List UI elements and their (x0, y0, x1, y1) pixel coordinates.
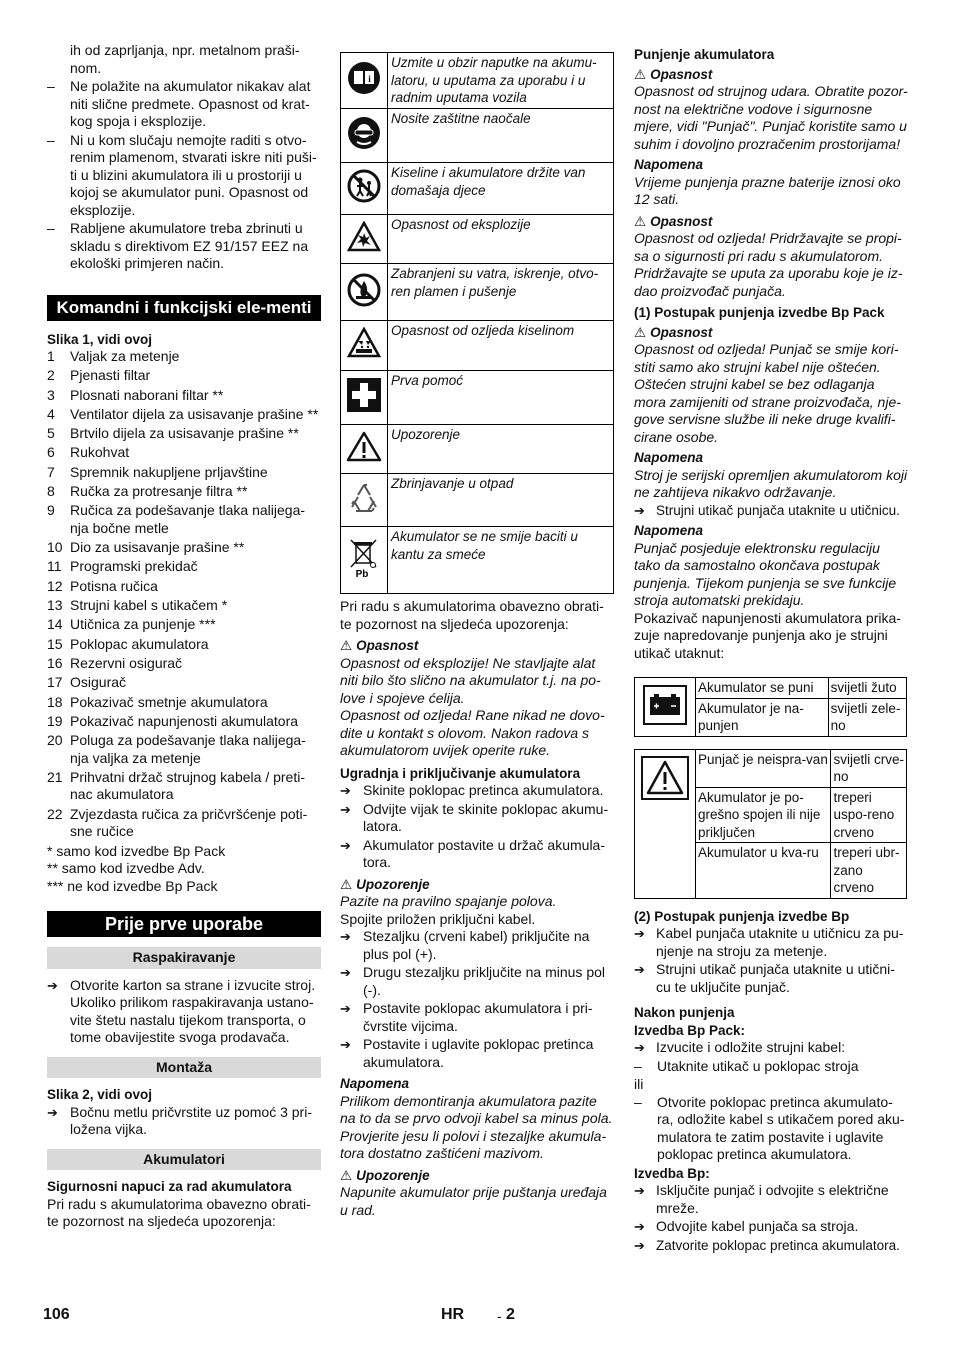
safety-text: Akumulator se ne smije baciti u kantu za smeće (388, 527, 614, 594)
item-number: 13 (47, 597, 63, 614)
list-item: – Rabljene akumulatore treba zbrinuti u skladu s direktivom EZ 91/157 EEZ na ekološki primjeren način. (47, 220, 321, 273)
list-item: – Ni u kom slučaju nemojte raditi s otvo-renim plamenom, stvarati iskre niti puši-ti u blizini akumulatora ili u prostoriji u kojoj se akumulator puni. Opasnost od eksplozije. (47, 132, 321, 220)
table-row (341, 264, 614, 321)
item-number: 3 (47, 386, 55, 403)
battery-icon (635, 678, 696, 737)
list-item (47, 806, 321, 841)
table-row (341, 371, 614, 425)
list-item (47, 464, 321, 482)
column-middle (340, 52, 614, 1219)
note-text: Punjač posjeduje elektronsku regulaciju tako da samostalno okončava postupak punjenja. Tijekom punjenja se sve funkcije stroja automatski prekidaju. (634, 539, 897, 608)
safety-intro: Pri radu s akumulatorima obavezno obrati-te pozornost na sljedeća upozorenja: (47, 1195, 311, 1230)
instruction-step: ➔ Stezaljku (crveni kabel) priključite na plus pol (+). (340, 928, 590, 962)
warning-icon: ⚠ (634, 213, 647, 229)
page-number: 106 (43, 1306, 70, 1323)
item-label: Ručka za protresanje filtra ** (70, 483, 248, 500)
footnote: *** ne kod izvedbe Bp Pack (47, 877, 218, 894)
charge-heading: Punjenje akumulatora (634, 47, 775, 62)
item-label: Pjenasti filtar (70, 367, 151, 384)
arrow-icon: ➔ (634, 962, 645, 977)
footnote: * samo kod izvedbe Bp Pack (47, 842, 226, 859)
list-item (47, 616, 321, 634)
item-number: 22 (47, 805, 63, 822)
table-row (635, 678, 907, 699)
item-number: 11 (47, 558, 62, 575)
item-label: Pokazivač napunjenosti akumulatora (70, 712, 299, 729)
footer-separator: - (497, 1308, 502, 1324)
warning-icon: ⚠ (340, 876, 353, 892)
item-label: Valjak za metenje (70, 348, 180, 364)
item-number: 17 (47, 674, 63, 691)
arrow-icon: ➔ (340, 929, 351, 944)
danger-heading: ⚠ Opasnost (634, 324, 713, 340)
column-right (634, 46, 908, 1255)
table-row (341, 215, 614, 264)
arrow-icon: ➔ (634, 1237, 645, 1253)
safety-heading: Sigurnosni napuci za rad akumulatora (47, 1179, 292, 1195)
language-code: HR (441, 1306, 465, 1323)
procedure-heading: (2) Postupak punjenja izvedbe Bp (634, 908, 850, 924)
item-label: Ventilator dijela za usisavanje prašine ** (70, 405, 319, 422)
item-label: Programski prekidač (70, 558, 198, 575)
pb-label: Pb (355, 568, 369, 579)
note-heading: Napomena (634, 523, 704, 538)
item-label: Brtvilo dijela za usisavanje prašine ** (70, 425, 299, 442)
after-heading: Nakon punjenja (634, 1005, 735, 1020)
warning-heading: ⚠ Upozorenje (340, 1167, 430, 1183)
instruction-step: ➔ Bočnu metlu pričvrstite uz pomoć 3 pri-ložena vijka. (47, 1103, 312, 1138)
instruction-step: ➔ Odvojite kabel punjača sa stroja. (634, 1218, 859, 1234)
item-number: 2 (47, 367, 55, 384)
section-heading-controls: Komandni i funkcijski ele-menti (47, 295, 321, 321)
procedure-heading: (1) Postupak punjenja izvedbe Bp Pack (634, 305, 885, 320)
warning-icon (341, 425, 388, 474)
arrow-icon: ➔ (634, 926, 645, 941)
item-label: Utičnica za punjenje *** (70, 616, 216, 633)
note-text: Stroj je serijski opremljen akumulatorom koji ne zahtijeva nikakvo održavanje. (634, 466, 908, 500)
instruction-step: ➔ Akumulator postavite u držač akumula-tora. (340, 836, 605, 870)
arrow-icon: ➔ (634, 1040, 645, 1055)
instruction-step: ➔ Strujni utikač punjača utaknite u utični-cu te uključite punjač. (634, 961, 895, 995)
table-row (341, 425, 614, 474)
arrow-icon: ➔ (634, 1183, 645, 1198)
arrow-icon: ➔ (47, 977, 58, 993)
warning-text: Napunite akumulator prije puštanja uređaja u rad. (340, 1184, 607, 1218)
recycle-icon (341, 474, 388, 527)
note-heading: Napomena (634, 450, 704, 465)
warning-icon: ⚠ (634, 66, 647, 82)
warning-icon: ⚠ (340, 1167, 353, 1183)
state-cell: Akumulator se puni (696, 678, 829, 699)
list-item (47, 674, 321, 692)
variant-heading: Izvedba Bp Pack: (634, 1022, 746, 1038)
list-item (47, 636, 321, 654)
safety-text: Nosite zaštitne naočale (388, 109, 614, 163)
subheading-assembly: Montaža (47, 1057, 321, 1079)
intro-continuation: ih od zaprljanja, npr. metalnom praši-nom. (70, 42, 300, 76)
item-number: 7 (47, 463, 55, 480)
list-item: – Utaknite utikač u poklopac stroja (634, 1058, 908, 1076)
instruction-step: ➔ Skinite poklopac pretinca akumulatora. (340, 782, 604, 798)
light-cell: treperi uspo-reno crveno (831, 787, 907, 843)
instruction-step: ➔ Postavite poklopac akumulatora i pri-čvrstite vijcima. (340, 1000, 593, 1034)
safety-text: Zbrinjavanje u otpad (388, 474, 614, 527)
arrow-icon: ➔ (340, 801, 351, 817)
table-row (341, 53, 614, 109)
list-item (47, 348, 321, 366)
arrow-icon: ➔ (47, 1104, 58, 1120)
list-item: – Otvorite poklopac pretinca akumulato-ra, odložite kabel s utikačem pored aku-mulatora te zatim postavite i uglavite poklopac pretinca akumulatora. (634, 1094, 908, 1164)
list-item (47, 578, 321, 596)
list-item (47, 444, 321, 462)
subheading-batteries: Akumulatori (47, 1149, 321, 1171)
light-cell: svijetli zele-no (828, 698, 906, 736)
safety-symbols-table (340, 52, 614, 594)
item-number: 21 (47, 768, 63, 785)
danger-text: Opasnost od strujnog udara. Obratite pozor-nost na električne vodove i sigurnosne mjere, vidi "Punjač". Punjač koristite samo u suhim i dovoljno prozračenim prostorijama! (634, 83, 908, 152)
item-label: Rezervni osigurač (70, 654, 183, 671)
danger-text: Opasnost od ozljeda! Punjač se smije kori-stiti samo ako strujni kabel nije oštećen. Oštećen strujni kabel se bez odlaganja mora zamijeniti od strane proizvođača, nje-gove servisne službe ili neke druge kvalifi-cirane osobe. (634, 341, 901, 445)
light-cell: svijetli žuto (828, 678, 906, 699)
table-row (341, 163, 614, 215)
table-row (341, 527, 614, 594)
light-cell: treperi ubr-zano crveno (831, 843, 907, 899)
warning-icon: ⚠ (340, 638, 353, 653)
light-cell: svijetli crve-no (831, 749, 907, 787)
arrow-icon: ➔ (340, 965, 351, 980)
item-number: 12 (47, 577, 63, 594)
table-row (341, 474, 614, 527)
item-label: Dio za usisavanje prašine ** (70, 539, 245, 556)
list-item (47, 732, 321, 767)
instruction-step: ➔ Kabel punjača utaknite u utičnicu za pu-njenje na stroju za metenje. (634, 925, 904, 959)
arrow-icon: ➔ (340, 1001, 351, 1016)
item-label: Pokazivač smetnje akumulatora (70, 693, 268, 710)
item-number: 14 (47, 616, 63, 633)
danger-heading: ⚠ Opasnost (634, 66, 713, 82)
safety-text: Opasnost od eksplozije (388, 215, 614, 264)
list-item (47, 713, 321, 731)
item-number: 5 (47, 425, 55, 442)
item-label: Prihvatni držač strujnog kabela / preti-nac akumulatora (70, 768, 305, 803)
list-item: – Ne polažite na akumulator nikakav alat niti slične predmete. Opasnost od krat-kog spoja i eksplozije. (47, 78, 321, 131)
item-label: Zvjezdasta ručica za pričvršćenje poti-sne ručice (70, 805, 308, 840)
note-text: Vrijeme punjenja prazne baterije iznosi oko 12 sati. (634, 173, 901, 207)
footnote: ** samo kod izvedbe Adv. (47, 860, 205, 877)
arrow-icon: ➔ (340, 1037, 351, 1052)
safety-text: Zabranjeni su vatra, iskrenje, otvo-ren plamen i pušenje (388, 264, 614, 321)
item-label: Poluga za podešavanje tlaka nalijega-nja valjka za metenje (70, 732, 306, 766)
list-item (47, 367, 321, 385)
indicator-text: Pokazivač napunjenosti akumulatora prika-zuje napredovanje punjenja ako je strujni utikač utaknut: (634, 609, 901, 661)
item-number: 19 (47, 712, 63, 729)
crossed-bin-icon (341, 527, 388, 594)
table-row (635, 749, 907, 787)
safety-intro: Pri radu s akumulatorima obavezno obrati-te pozornost na sljedeća upozorenja: (340, 598, 604, 632)
goggles-icon (341, 109, 388, 163)
first-aid-icon (341, 371, 388, 425)
list-item (47, 502, 321, 537)
list-item (47, 425, 321, 443)
item-label: Strujni kabel s utikačem * (70, 597, 228, 614)
list-item (47, 406, 321, 424)
list-item (47, 539, 321, 557)
install-heading: Ugradnja i priključivanje akumulatora (340, 765, 581, 781)
subheading-unpacking: Raspakiravanje (47, 947, 321, 969)
list-item (47, 769, 321, 804)
connect-text: Spojite priložen priključni kabel. (340, 910, 536, 927)
safety-text: Kiseline i akumulatore držite van domašaja djece (388, 163, 614, 215)
note-heading: Napomena (634, 157, 704, 172)
note-heading: Napomena (340, 1076, 410, 1091)
item-label: Poklopac akumulatora (70, 635, 209, 652)
item-label: Osigurač (70, 674, 127, 691)
elements-list (47, 348, 321, 841)
column-left (47, 42, 321, 1231)
acid-icon (341, 321, 388, 371)
list-item (47, 558, 321, 576)
item-number: 8 (47, 483, 55, 500)
note-text: Prilikom demontiranja akumulatora pazite na to da se prvo odvoji kabel sa minus pola. Provjerite jesu li polovi i stezaljke akumula-tora dostatno zaštićeni mazivom. (340, 1092, 613, 1161)
figure-reference: Slika 2, vidi ovoj (47, 1087, 153, 1103)
state-cell: Punjač je neispra-van (696, 749, 831, 787)
warning-icon (635, 749, 696, 898)
variant-heading: Izvedba Bp: (634, 1165, 710, 1181)
danger-heading: ⚠ Opasnost (634, 213, 713, 229)
item-label: Spremnik nakupljene prljavštine (70, 463, 268, 480)
instruction-step: ➔ Isključite punjač i odvojite s električne mreže. (634, 1182, 889, 1216)
safety-text: Uzmite u obzir naputke na akumu-latoru, u uputama za uporabu i u radnim uputama vozila (388, 53, 614, 109)
state-cell: Akumulator je na-punjen (696, 698, 829, 736)
item-label: Ručica za podešavanje tlaka nalijega-nja bočne metle (70, 502, 306, 536)
item-number: 16 (47, 654, 63, 671)
item-number: 6 (47, 444, 55, 461)
item-number: 1 (47, 348, 55, 364)
section-heading-first-use: Prije prve uporabe (47, 911, 321, 937)
instruction-step: ➔ Odvijte vijak te skinite poklopac akumu-latora. (340, 800, 609, 834)
arrow-icon: ➔ (634, 502, 645, 518)
list-item (47, 387, 321, 405)
warning-text: Pazite na pravilno spajanje polova. (340, 893, 557, 909)
page-sub-number: 2 (506, 1306, 515, 1323)
table-row (341, 321, 614, 371)
svg-text:i: i (368, 74, 371, 85)
safety-text: Opasnost od ozljeda kiselinom (388, 321, 614, 371)
list-item (47, 655, 321, 673)
arrow-icon: ➔ (340, 783, 351, 798)
warning-icon: ⚠ (634, 324, 647, 340)
fault-indicator-table (634, 749, 907, 899)
instruction-step: ➔ Drugu stezaljku priključite na minus pol (-). (340, 964, 605, 998)
item-number: 15 (47, 635, 63, 652)
state-cell: Akumulator u kva-ru (696, 843, 831, 899)
instruction-step: ➔ Izvucite i odložite strujni kabel: (634, 1039, 846, 1055)
safety-text: Prva pomoć (388, 371, 614, 425)
list-item (47, 483, 321, 501)
instruction-step: ➔ Otvorite karton sa strane i izvucite stroj. Ukoliko prilikom raspakiravanja ustano-vite štetu nastalu tijekom transporta, o tome obavijestite svoga prodavača. (47, 976, 316, 1046)
item-number: 20 (47, 732, 63, 749)
arrow-icon: ➔ (634, 1219, 645, 1234)
keep-children-away-icon (341, 163, 388, 215)
danger-heading: ⚠ Opasnost (340, 638, 419, 653)
or-text: ili (634, 1076, 644, 1092)
charge-indicator-table (634, 677, 907, 737)
item-number: 9 (47, 502, 55, 519)
instruction-step: ➔ Postavite i uglavite poklopac pretinca akumulatora. (340, 1036, 594, 1070)
arrow-icon: ➔ (340, 837, 351, 853)
list-item (47, 597, 321, 615)
instruction-step: ➔ Strujni utikač punjača utaknite u utičnicu. (634, 502, 900, 518)
danger-text: Opasnost od eksplozije! Ne stavljajte alat niti bilo što slično na akumulator t.j. na po-love i spojeve ćelija. (340, 654, 601, 706)
list-item (47, 694, 321, 712)
item-number: 10 (47, 539, 63, 556)
state-cell: Akumulator je po-grešno spojen ili nije priključen (696, 787, 831, 843)
figure-reference: Slika 1, vidi ovoj (47, 331, 153, 347)
manual-icon (341, 53, 388, 109)
safety-text: Upozorenje (388, 425, 614, 474)
item-number: 18 (47, 693, 63, 710)
explosion-icon (341, 215, 388, 264)
warning-heading: ⚠ Upozorenje (340, 876, 430, 892)
item-label: Plosnati naborani filtar ** (70, 386, 224, 403)
instruction-step: ➔ Zatvorite poklopac pretinca akumulatora. (634, 1237, 900, 1253)
table-row (341, 109, 614, 163)
no-fire-icon (341, 264, 388, 321)
item-label: Rukohvat (70, 444, 130, 461)
danger-text: Opasnost od ozljeda! Rane nikad ne dovo-dite u kontakt s olovom. Nakon radova s akumulatorom uvijek operite ruke. (340, 707, 605, 758)
danger-text: Opasnost od ozljeda! Pridržavajte se propi-sa o sigurnosti pri radu s akumulatorom. Pridržavajte se uputa za uporabu koje je iz-dao proizvođač punjača. (634, 230, 903, 299)
item-label: Potisna ručica (70, 577, 158, 594)
item-number: 4 (47, 405, 55, 422)
